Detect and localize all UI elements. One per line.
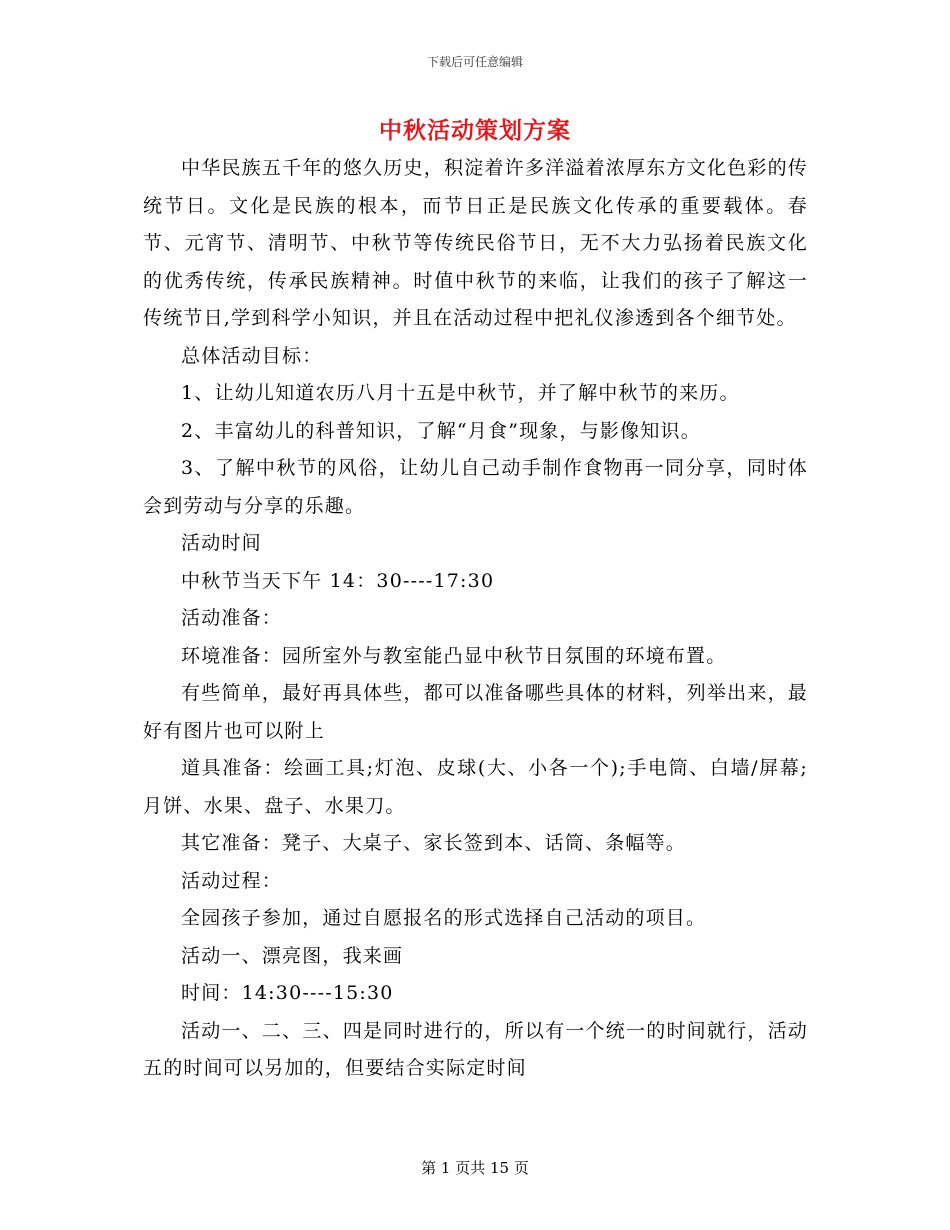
paragraph-prep-heading: 活动准备： bbox=[181, 607, 283, 629]
paragraph-activity-1-time: 时间：14:30----15:30 bbox=[181, 982, 394, 1004]
paragraph-goal-3: 3、了解中秋节的风俗，让幼儿自己动手制作食物再一同分享，同时体会到劳动与分享的乐趣。 bbox=[143, 457, 808, 517]
document-body bbox=[143, 150, 808, 1088]
paragraph-other-prep: 其它准备：凳子、大桌子、家长签到本、话筒、条幅等。 bbox=[181, 832, 687, 854]
paragraph-time-heading: 活动时间 bbox=[181, 532, 262, 554]
page-footer: 第 1 页共 15 页 bbox=[421, 1159, 529, 1177]
document-title: 中秋活动策划方案 bbox=[379, 117, 571, 144]
paragraph-prep-note: 有些简单，最好再具体些，都可以准备哪些具体的材料，列举出来，最好有图片也可以附上 bbox=[143, 682, 808, 742]
paragraph-activity-1: 活动一、漂亮图，我来画 bbox=[181, 944, 404, 967]
paragraph-participation: 全园孩子参加，通过自愿报名的形式选择自己活动的项目。 bbox=[181, 907, 707, 929]
paragraph-process-heading: 活动过程： bbox=[181, 869, 283, 892]
paragraph-goal-1: 1、让幼儿知道农历八月十五是中秋节，并了解中秋节的来历。 bbox=[181, 382, 740, 404]
paragraph-intro: 中华民族五千年的悠久历史，积淀着许多洋溢着浓厚东方文化色彩的传统节日。文化是民族的根本，而节日正是民族文化传承的重要载体。春节、元宵节、清明节、中秋节等传统民俗节日，无不大力弘扬着民族文化的优秀传统，传承民族精神。时值中秋节的来临，让我们的孩子了解这一传统节日,学到科学小知识，并且在活动过程中把礼仪渗透到各个细节处。 bbox=[143, 157, 808, 329]
paragraph-env-prep: 环境准备：园所室外与教室能凸显中秋节日氛围的环境布置。 bbox=[181, 644, 727, 667]
paragraph-time-value: 中秋节当天下午 14：30----17:30 bbox=[181, 569, 495, 592]
paragraph-goals-heading: 总体活动目标： bbox=[181, 344, 323, 367]
paragraph-goal-2: 2、丰富幼儿的科普知识，了解“月食”现象，与影像知识。 bbox=[181, 419, 701, 442]
paragraph-props-prep: 道具准备：绘画工具;灯泡、皮球(大、小各一个);手电筒、白墙/屏幕;月饼、水果、盘子、水果刀。 bbox=[143, 757, 808, 817]
header-note: 下载后可任意编辑 bbox=[426, 55, 523, 69]
paragraph-schedule-note: 活动一、二、三、四是同时进行的，所以有一个统一的时间就行，活动五的时间可以另加的，但要结合实际定时间 bbox=[143, 1019, 808, 1079]
